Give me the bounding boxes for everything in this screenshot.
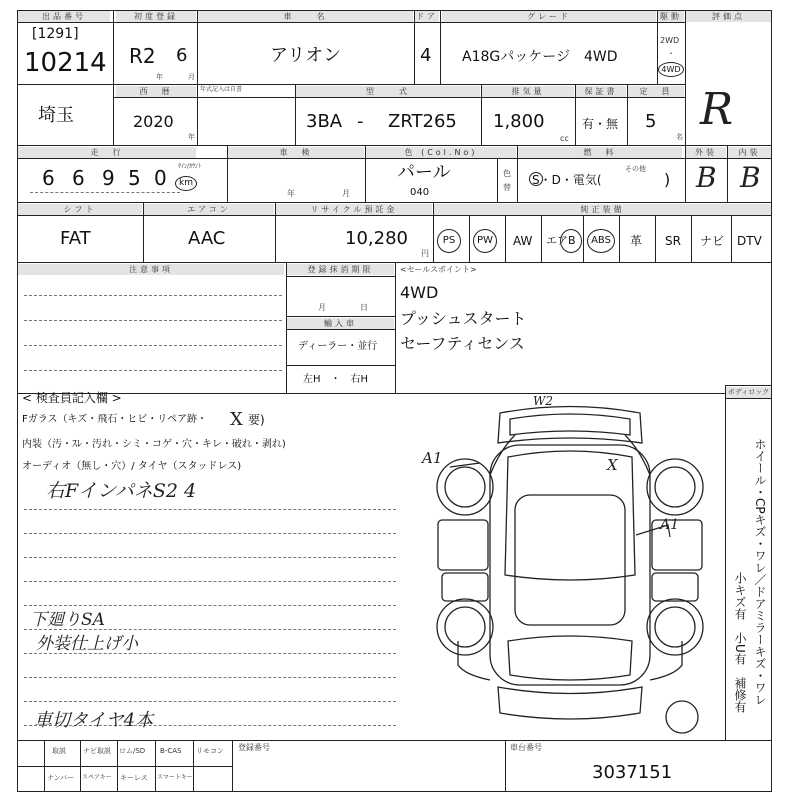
evaluation-score: R <box>700 84 734 135</box>
inspector-line-3: オーディオ（無し・穴）/ タイヤ（スタッドレス) <box>22 461 242 472</box>
capacity-header: 定 員 <box>628 86 684 97</box>
footer-item-remote: リモコン <box>196 747 224 755</box>
reg-number-label: 登録番号 <box>238 743 270 752</box>
inspector-handwritten-3: 外装仕上げ小 <box>36 634 138 654</box>
model-dash: - <box>357 111 364 132</box>
equipment-abs: ABS <box>591 235 611 246</box>
mileage-digit-2: 6 <box>72 166 85 190</box>
recycle-yen-unit: 円 <box>421 249 429 258</box>
mileage-note: ｻｲﾝ/ｶｳﾝﾄ <box>178 163 202 170</box>
reg-day-unit: 日 <box>360 303 368 312</box>
color-name: パール <box>397 162 451 183</box>
car-name-header: 車 名 <box>198 11 413 22</box>
first-reg-year-unit: 年 <box>156 73 163 81</box>
inspector-line-1-end: 要) <box>248 413 265 427</box>
inspector-handwritten-1: 右FインパネS2 4 <box>46 480 197 502</box>
equipment-dtv: DTV <box>737 234 762 248</box>
fuel-header: 燃 料 <box>518 147 682 158</box>
inspector-line-1: Fガラス（キズ・飛石・ヒビ・リペア跡・ <box>22 414 208 425</box>
diagram-mark-a1-right: A1 <box>660 517 680 533</box>
footer-item-bcas: B-CAS <box>160 747 182 755</box>
chassis-number-label: 車台番号 <box>510 743 542 752</box>
mileage-unit: km <box>179 178 193 188</box>
color-change-label-2: 替 <box>503 183 511 192</box>
equipment-airbag: エアB <box>546 234 576 247</box>
sales-point-3: セーフティセンス <box>400 334 525 353</box>
footer-item-navi-manual: ナビ取説 <box>83 747 111 755</box>
notes-header: 注意事項 <box>18 264 284 275</box>
car-name: アリオン <box>270 45 342 66</box>
first-reg-month: 6 <box>176 45 188 66</box>
inspection-header: 車 検 <box>228 147 364 158</box>
drive-option-4wd-circled <box>658 62 684 77</box>
equipment-aw: AW <box>513 234 533 248</box>
model-code: ZRT265 <box>388 111 457 132</box>
fuel-options: S・D・電気( <box>532 173 602 187</box>
exterior-score: B <box>696 161 717 194</box>
mileage-digit-3: 9 <box>102 166 115 190</box>
equipment-navi: ナビ <box>700 234 725 248</box>
lot-header: 出品番号 <box>18 11 110 22</box>
reg-deadline-header: 登録抹消期限 <box>287 264 394 275</box>
inspector-line-2: 内装（汚・ｽﾚ・汚れ・シミ・コゲ・穴・キレ・破れ・剥れ) <box>22 439 286 450</box>
grade-value: A18Gパッケージ 4WD <box>462 49 618 65</box>
sales-point-2: プッシュスタート <box>400 309 527 328</box>
exterior-header: 外装 <box>686 147 726 158</box>
mileage-header: 走 行 <box>18 147 196 158</box>
equipment-ps: PS <box>442 235 456 246</box>
inspection-year-unit: 年 <box>287 189 295 198</box>
footer-item-number-plate: ナンバー <box>47 774 75 782</box>
lot-number: 10214 <box>24 48 107 78</box>
fuel-other: その他 <box>625 165 646 173</box>
interior-score: B <box>740 161 761 194</box>
capacity-value: 5 <box>645 111 657 132</box>
import-header: 輸入車 <box>287 318 394 329</box>
inspector-line-1-mark: X <box>230 409 243 430</box>
sales-label: <セールスポイント> <box>400 265 477 274</box>
warranty-value: 有・無 <box>582 117 619 131</box>
first-reg-header: 初度登録 <box>116 11 196 22</box>
reg-month-unit: 月 <box>318 303 326 312</box>
chassis-note: 年式記入は自書 <box>200 86 243 93</box>
aircon-value: AAC <box>188 228 226 249</box>
color-header: 色 (Col.No) <box>366 147 516 158</box>
interior-header: 内装 <box>728 147 771 158</box>
side-label: ボディロック <box>727 388 770 396</box>
aircon-header: エアコン <box>144 204 274 215</box>
diagram-mark-x: X <box>607 456 618 474</box>
equipment-sr: SR <box>665 234 681 248</box>
first-reg-month-unit: 月 <box>188 73 195 81</box>
footer-item-spare-key: スペアキー <box>82 774 112 781</box>
drive-header: 駆動 <box>660 12 682 21</box>
door-header: ドア <box>416 12 438 21</box>
equipment-abs-circled <box>587 229 615 253</box>
drive-4wd-label: 4WD <box>661 65 681 74</box>
recycle-fee-value: 10,280 <box>345 228 408 249</box>
first-reg-year: R2 <box>129 44 156 68</box>
equipment-ps-circled <box>437 229 461 253</box>
displacement-header: 排気量 <box>482 86 574 97</box>
inspector-handwritten-2: 下廻りSA <box>30 610 105 630</box>
inspector-handwritten-4: 車切タイヤ4本 <box>34 710 154 731</box>
year-western-unit: 年 <box>188 133 195 141</box>
inspector-title: < 検査員記入欄 > <box>22 391 122 405</box>
shift-header: シフト <box>18 204 142 215</box>
chassis-number: 3037151 <box>592 762 673 783</box>
diagram-mark-w2: W2 <box>533 394 553 408</box>
color-code: 040 <box>410 187 430 198</box>
capacity-unit: 名 <box>676 133 683 141</box>
handle-options: 左H ・ 右H <box>303 374 369 385</box>
equipment-airbag-circled <box>560 229 582 253</box>
import-options: ディーラー・並行 <box>298 341 378 352</box>
side-note-2: 小キズ有 小U有 補修有 <box>733 572 747 713</box>
drive-option-2wd: 2WD <box>660 36 680 45</box>
west-year-header: 西 暦 <box>116 86 196 97</box>
equipment-leather: 革 <box>630 234 643 248</box>
mileage-digit-1: 6 <box>42 166 55 190</box>
drive-dot: ・ <box>667 49 675 58</box>
grade-header: グレード <box>442 11 656 22</box>
region-value: 埼玉 <box>38 105 74 126</box>
displacement-value: 1,800 <box>493 111 545 132</box>
mileage-unit-km-circled <box>175 176 197 191</box>
equipment-pw-circled <box>473 229 497 253</box>
equipment-pw: PW <box>477 235 493 246</box>
equipment-header: 純正装備 <box>434 204 771 215</box>
model-header: 型 式 <box>296 86 480 97</box>
color-change-label-1: 色 <box>503 169 511 178</box>
recycle-header: リサイクル預託金 <box>276 204 432 215</box>
doors-value: 4 <box>420 45 432 66</box>
inspection-month-unit: 月 <box>342 189 350 198</box>
footer-item-keyless: キーレス <box>120 774 148 782</box>
fuel-close-paren: ) <box>664 170 671 189</box>
lot-sub-number: [1291] <box>32 26 79 42</box>
warranty-header: 保証書 <box>576 86 626 97</box>
footer-item-rom-sd: ロム/SD <box>119 747 146 755</box>
mileage-dotted-base <box>30 192 180 193</box>
model-prefix: 3BA <box>306 111 343 132</box>
car-body-diagram <box>420 395 730 740</box>
diagram-mark-a1-left: A1 <box>422 449 443 467</box>
side-note-1: ホイール・CPキズ・ワレ／ドアミラーキズ・ワレ <box>753 438 767 706</box>
score-header: 評価点 <box>686 11 771 22</box>
shift-value: FAT <box>60 228 91 249</box>
mileage-digit-4: 5 <box>128 166 141 190</box>
mileage-digit-5: 0 <box>154 166 167 190</box>
footer-item-manual: 取説 <box>52 747 66 755</box>
year-western-value: 2020 <box>133 112 174 131</box>
footer-item-smart-key: スマートキー <box>157 774 193 781</box>
displacement-unit: cc <box>560 134 569 143</box>
sales-point-1: 4WD <box>400 283 439 302</box>
